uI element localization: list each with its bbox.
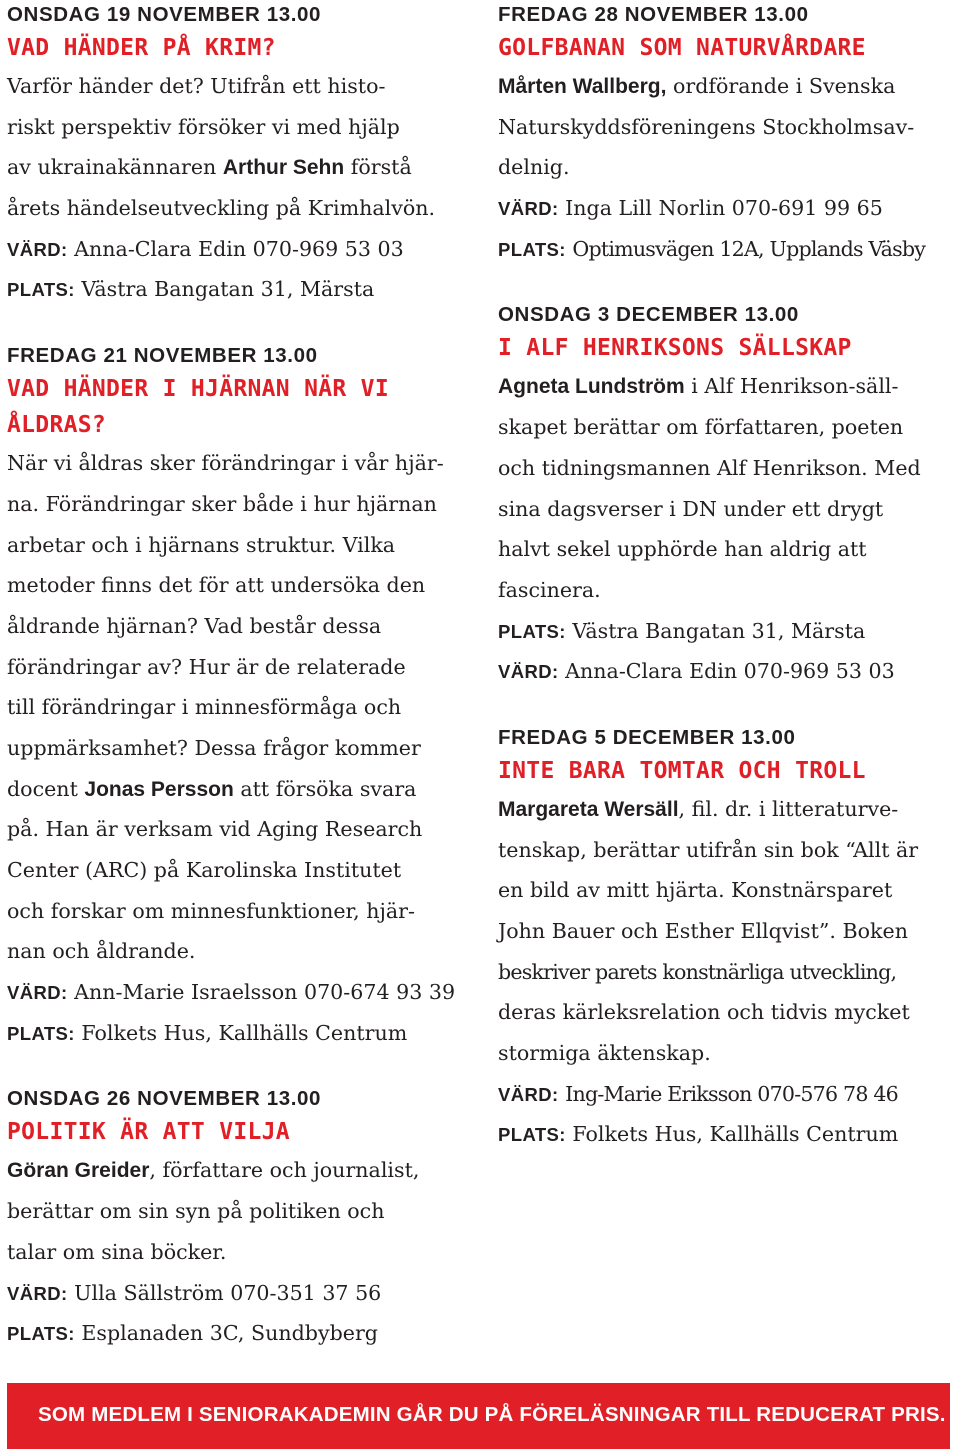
description-line: stormiga äktenskap. (498, 1041, 711, 1066)
event-alf (498, 300, 956, 692)
venue-value: Esplanaden 3C, Sundbyberg (81, 1321, 378, 1346)
description-line: När vi åldras sker förändringar i vår hjär- (7, 451, 444, 476)
description-line: riskt perspektiv försöker vi med hjälp (7, 114, 400, 139)
host-value: Ann-Marie Israelsson 070-674 93 39 (74, 980, 456, 1005)
line-text: av ukrainakännaren (7, 155, 223, 180)
spacer (498, 269, 956, 300)
event-title: VAD HÄNDER PÅ KRIM? (7, 35, 276, 61)
spacer (7, 310, 477, 341)
description-line: John Bauer och Esther Ellqvist”. Boken (498, 919, 908, 943)
event-title: INTE BARA TOMTAR OCH TROLL (498, 757, 866, 784)
description-line: Varför händer det? Utifrån ett histo- (7, 74, 386, 98)
event-golf (498, 0, 956, 269)
description-line: skapet berättar om författaren, poeten (498, 415, 904, 440)
line-text: i Alf Henrikson-säll- (684, 374, 899, 399)
spacer (498, 692, 956, 723)
event-krim (7, 0, 477, 310)
event-description (498, 789, 956, 1155)
description-line: delnig. (498, 155, 570, 180)
line-text: , fil. dr. i litteraturve- (678, 796, 899, 821)
description-line: tenskap, berättar utifrån sin bok “Allt är (498, 837, 919, 862)
speaker-name: Arthur Sehn (222, 156, 345, 180)
venue-label: PLATS: (498, 238, 566, 260)
host-label: VÄRD: (7, 1282, 68, 1304)
venue-label: PLATS: (7, 1323, 75, 1345)
event-politik (7, 1084, 477, 1353)
event-date: FREDAG 21 NOVEMBER 13.00 (7, 344, 318, 368)
host-line (7, 972, 477, 1013)
speaker-name: Margareta Wersäll (498, 797, 679, 821)
venue-label: PLATS: (7, 1022, 75, 1044)
host-value: Ulla Sällström 070-351 37 56 (74, 1280, 382, 1305)
description-line: förändringar av? Hur är de relaterade (7, 654, 406, 679)
description-line (7, 1150, 477, 1191)
event-description (7, 1150, 477, 1353)
description-line (7, 769, 477, 810)
event-description (498, 66, 956, 269)
event-date: FREDAG 5 DECEMBER 13.00 (498, 725, 796, 749)
description-line (498, 366, 956, 407)
event-date: ONSDAG 19 NOVEMBER 13.00 (7, 3, 322, 26)
event-date: FREDAG 28 NOVEMBER 13.00 (498, 3, 809, 26)
description-line: en bild av mitt hjärta. Konstnärsparet (498, 878, 893, 903)
description-line (498, 66, 956, 107)
description-line: nan och åldrande. (7, 939, 196, 964)
venue-line (7, 269, 477, 310)
event-description (7, 443, 477, 1053)
description-line: och forskar om minnesfunktioner, hjär- (7, 898, 415, 923)
description-line: metoder finns det för att undersöka den (7, 573, 426, 598)
event-title: GOLFBANAN SOM NATURVÅRDARE (498, 35, 866, 61)
venue-value: Folkets Hus, Kallhälls Centrum (81, 1020, 408, 1045)
host-value: Anna-Clara Edin 070-969 53 03 (74, 236, 404, 261)
host-value: Ing-Marie Eriksson 070-576 78 46 (565, 1081, 898, 1106)
host-line (498, 188, 956, 229)
event-date: ONSDAG 3 DECEMBER 13.00 (498, 303, 799, 327)
host-line (7, 1273, 477, 1314)
description-line: beskriver parets konstnärliga utveckling, (498, 959, 897, 984)
venue-value: Västra Bangatan 31, Märsta (81, 277, 375, 302)
description-line (7, 147, 477, 188)
left-column (7, 0, 477, 1354)
host-label: VÄRD: (7, 982, 68, 1004)
venue-label: PLATS: (498, 620, 566, 642)
description-line: halvt sekel upphörde han aldrig att (498, 537, 867, 562)
description-line (498, 789, 956, 830)
line-text: att försöka svara (233, 776, 417, 801)
description-line: berättar om sin syn på politiken och (7, 1199, 385, 1224)
event-description (498, 366, 956, 692)
description-line: åldrande hjärnan? Vad består dessa (7, 613, 382, 638)
speaker-name: Agneta Lundström (498, 375, 685, 399)
host-line (498, 651, 956, 692)
event-tomtar (498, 723, 956, 1155)
venue-line (498, 611, 956, 652)
description-line: Center (ARC) på Karolinska Institutet (7, 858, 402, 882)
line-text: förstå (344, 155, 412, 180)
description-line: uppmärksamhet? Dessa frågor kommer (7, 735, 421, 760)
banner-text: SOM MEDLEM I SENIORAKADEMIN GÅR DU PÅ FÖRELÄSNINGAR TILL REDUCERAT PRIS. (38, 1403, 946, 1426)
spacer (7, 1053, 477, 1084)
line-text: docent (7, 776, 85, 801)
title-line: ÅLDRAS? (7, 412, 107, 439)
host-label: VÄRD: (7, 238, 68, 260)
description-line: och tidningsmannen Alf Henrikson. Med (498, 455, 921, 480)
venue-line (7, 1013, 477, 1054)
title-line: VAD HÄNDER I HJÄRNAN NÄR VI (7, 376, 389, 403)
description-line: arbetar och i hjärnans struktur. Vilka (7, 532, 396, 557)
event-title: POLITIK ÄR ATT VILJA (7, 1119, 290, 1146)
event-title: I ALF HENRIKSONS SÄLLSKAP (498, 335, 852, 362)
venue-value: Västra Bangatan 31, Märsta (572, 618, 866, 643)
description-line: sina dagsverser i DN under ett drygt (498, 496, 884, 521)
host-value: Anna-Clara Edin 070-969 53 03 (565, 659, 895, 684)
member-banner (7, 1383, 950, 1449)
venue-value: Optimusvägen 12A, Upplands Väsby (572, 236, 926, 261)
event-date: ONSDAG 26 NOVEMBER 13.00 (7, 1087, 322, 1111)
description-line: fascinera. (498, 577, 601, 602)
host-label: VÄRD: (498, 661, 559, 683)
venue-line (498, 1114, 956, 1155)
venue-value: Folkets Hus, Kallhälls Centrum (572, 1122, 899, 1147)
description-line: årets händelseutveckling på Krimhalvön. (7, 196, 436, 221)
description-line: Naturskyddsföreningens Stockholmsav- (498, 114, 915, 139)
venue-line (498, 229, 956, 270)
host-label: VÄRD: (498, 1083, 559, 1105)
right-column (498, 0, 956, 1155)
description-line: till förändringar i minnesförmåga och (7, 695, 402, 720)
description-line: på. Han är verksam vid Aging Research (7, 817, 423, 842)
host-line (7, 229, 477, 270)
host-label: VÄRD: (498, 198, 559, 220)
speaker-name: Jonas Persson (84, 777, 234, 801)
host-line (498, 1074, 956, 1115)
venue-label: PLATS: (498, 1124, 566, 1146)
description-line: deras kärleksrelation och tidvis mycket (498, 1000, 910, 1025)
event-description (7, 66, 477, 310)
line-text: ordförande i Svenska (666, 74, 896, 98)
speaker-name: Göran Greider (7, 1159, 150, 1183)
speaker-name: Mårten Wallberg, (498, 75, 667, 98)
line-text: , författare och journalist, (149, 1158, 420, 1183)
event-title (7, 371, 477, 443)
venue-line (7, 1313, 477, 1354)
description-line: talar om sina böcker. (7, 1239, 227, 1264)
event-hjarnan (7, 341, 477, 1053)
description-line: na. Förändringar sker både i hur hjärnan (7, 491, 437, 516)
host-value: Inga Lill Norlin 070-691 99 65 (565, 196, 883, 221)
venue-label: PLATS: (7, 279, 75, 301)
